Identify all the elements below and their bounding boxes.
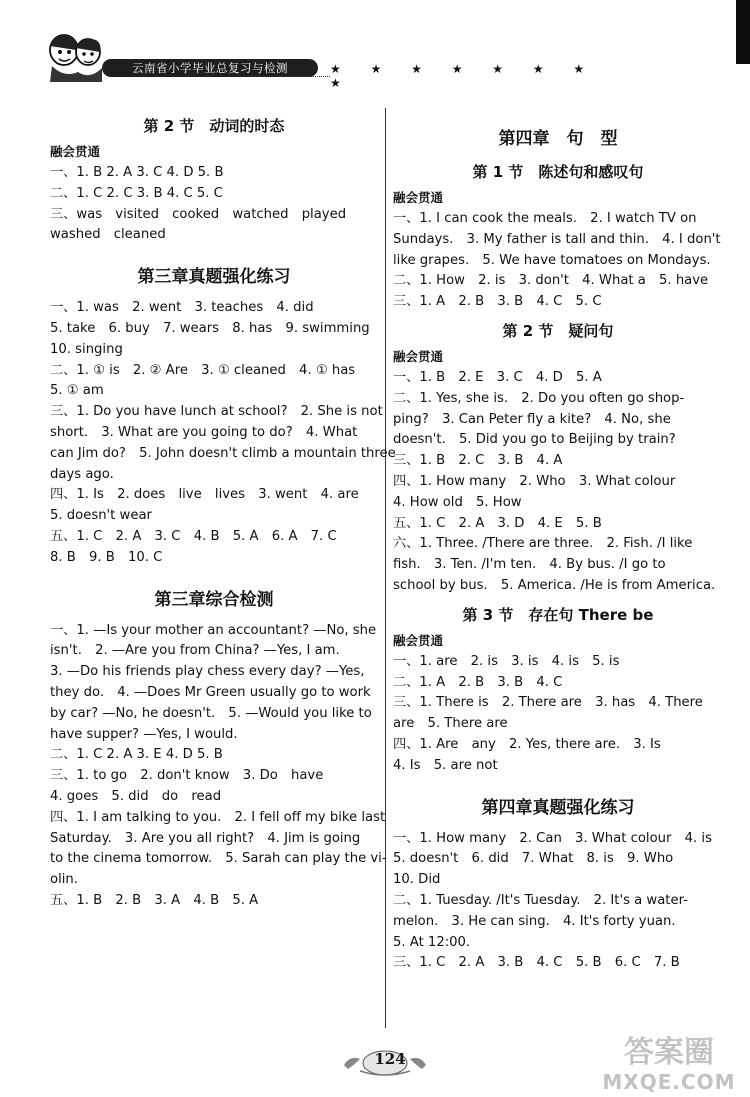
answer-line: Sundays. 3. My father is tall and thin. 4. I don't (393, 231, 721, 247)
answer-line: 一、1. I can cook the meals. 2. I watch TV on (393, 211, 697, 226)
answer-line: 一、1. was 2. went 3. teaches 4. did (50, 300, 314, 316)
answer-line: 三、1. B 2. C 3. B 4. A (393, 453, 563, 469)
answer-line: 二、1. Tuesday. /It's Tuesday. 2. It's a water- (393, 892, 688, 908)
section-title: 第 2 节 动词的时态 (143, 117, 285, 135)
answer-line: 5. doesn't 6. did 7. What 8. is 9. Who (393, 851, 674, 867)
site-watermark (594, 1035, 744, 1093)
answer-line: they do. 4. —Does Mr Green usually go to work (50, 684, 371, 700)
answer-line: 3. —Do his friends play chess every day? —Yes, (50, 664, 365, 680)
subsection-label: 融会贯通 (393, 190, 444, 205)
answer-line: 5. ① am (50, 383, 104, 399)
subsection-label: 融会贯通 (50, 144, 101, 159)
answer-line: 二、1. ① is 2. ② Are 3. ① cleaned 4. ① has (50, 362, 356, 378)
answer-line: are 5. There are (393, 716, 508, 732)
column-divider (385, 108, 386, 1028)
section-title: 第 3 节 存在句 There be (462, 605, 654, 624)
answer-line: 三、1. C 2. A 3. B 4. C 5. B 6. C 7. B (393, 955, 680, 971)
answer-line: 二、1. C 2. C 3. B 4. C 5. C (50, 185, 223, 201)
answer-line: 10. Did (393, 872, 441, 888)
header-dotted-rule (250, 76, 330, 77)
chapter-title: 第四章 句 型 (498, 129, 618, 149)
answer-line: 一、1. are 2. is 3. is 4. is 5. is (393, 653, 620, 669)
answer-line: 二、1. How 2. is 3. don't 4. What a 5. have (393, 273, 709, 289)
chapter-title: 第四章真题强化练习 (481, 797, 635, 818)
page-number: 124 (374, 1050, 406, 1068)
answer-line: can Jim do? 5. John doesn't climb a mountain three (50, 445, 396, 461)
answer-line: doesn't. 5. Did you go to Beijing by train? (393, 432, 676, 448)
answer-line: 六、1. Three. /There are three. 2. Fish. /I like (393, 536, 693, 552)
mascot-logo (44, 28, 108, 84)
subsection-label: 融会贯通 (393, 632, 444, 648)
answer-line: 五、1. C 2. A 3. D 4. E 5. B (393, 515, 602, 531)
answer-line: 三、1. There is 2. There are 3. has 4. There (393, 695, 703, 711)
answer-line: 三、1. Do you have lunch at school? 2. She is not (50, 404, 383, 420)
answer-line: school by bus. 5. America. /He is from America. (393, 577, 716, 593)
answer-line: days ago. (50, 466, 114, 482)
answer-line: 5. take 6. buy 7. wears 8. has 9. swimming (50, 320, 370, 336)
answer-line: like grapes. 5. We have tomatoes on Mondays. (393, 252, 711, 268)
answer-line: ping? 3. Can Peter fly a kite? 4. No, she (393, 411, 671, 427)
answer-line: olin. (50, 872, 78, 888)
answer-line: melon. 3. He can sing. 4. It's forty yuan. (393, 913, 676, 929)
subsection-label: 融会贯通 (393, 348, 444, 364)
answer-line: have supper? —Yes, I would. (50, 726, 238, 742)
answer-line: by car? —No, he doesn't. 5. —Would you like to (50, 705, 372, 721)
header-stars: ★ ★ ★ ★ ★ ★ ★ ★ (330, 62, 598, 90)
chapter-title: 第三章真题强化练习 (137, 267, 291, 288)
answer-line: washed cleaned (50, 227, 166, 243)
answer-line: 四、1. How many 2. Who 3. What colour (393, 473, 676, 489)
answer-line: 10. singing (50, 341, 123, 357)
chapter-title: 第三章综合检测 (154, 589, 274, 610)
answer-line: 三、1. A 2. B 3. B 4. C 5. C (393, 294, 602, 310)
answer-line: 8. B 9. B 10. C (50, 549, 163, 565)
page-edge-bar (736, 0, 750, 64)
answer-line: 三、1. to go 2. don't know 3. Do have (50, 768, 324, 784)
series-banner: 云南省小学毕业总复习与检测 (102, 59, 318, 77)
answer-line: 一、1. How many 2. Can 3. What colour 4. is (393, 830, 712, 846)
answer-line: 一、1. B 2. A 3. C 4. D 5. B (50, 165, 224, 180)
answer-line: 五、1. B 2. B 3. A 4. B 5. A (50, 892, 259, 908)
answer-line: 5. doesn't wear (50, 508, 152, 524)
answer-line: 四、1. I am talking to you. 2. I fell off my bike last (50, 809, 386, 825)
right-column (393, 108, 723, 974)
answer-line: short. 3. What are you going to do? 4. What (50, 424, 358, 440)
answer-line: 二、1. Yes, she is. 2. Do you often go shop- (393, 390, 685, 406)
answer-line: 5. At 12:00. (393, 934, 471, 950)
answer-line: 五、1. C 2. A 3. C 4. B 5. A 6. A 7. C (50, 528, 337, 544)
answer-line: Saturday. 3. Are you all right? 4. Jim is going (50, 830, 361, 846)
answer-line: 一、1. —Is your mother an accountant? —No, she (50, 622, 377, 638)
answer-line: 二、1. C 2. A 3. E 4. D 5. B (50, 747, 223, 763)
watermark-url: MXQE.COM (602, 1070, 736, 1094)
page-header (40, 28, 740, 88)
answer-line: 四、1. Are any 2. Yes, there are. 3. Is (393, 736, 661, 752)
section-title: 第 1 节 陈述句和感叹句 (472, 163, 644, 181)
answer-line: to the cinema tomorrow. 5. Sarah can play the vi- (50, 851, 387, 867)
answer-line: 4. How old 5. How (393, 494, 522, 510)
section-title: 第 2 节 疑问句 (502, 321, 614, 340)
answer-line: 4. Is 5. are not (393, 757, 498, 773)
answer-line: fish. 3. Ten. /I'm ten. 4. By bus. /I go to (393, 557, 666, 573)
left-column (50, 108, 396, 912)
answer-line: isn't. 2. —Are you from China? —Yes, I am. (50, 643, 340, 659)
answer-line: 四、1. Is 2. does live lives 3. went 4. are (50, 487, 359, 503)
answer-line: 二、1. A 2. B 3. B 4. C (393, 674, 563, 690)
answer-line: 一、1. B 2. E 3. C 4. D 5. A (393, 369, 602, 385)
answer-line: 三、was visited cooked watched played (50, 206, 347, 222)
watermark-logo-text: 答案圈 (624, 1035, 714, 1070)
answer-line: 4. goes 5. did do read (50, 788, 222, 804)
